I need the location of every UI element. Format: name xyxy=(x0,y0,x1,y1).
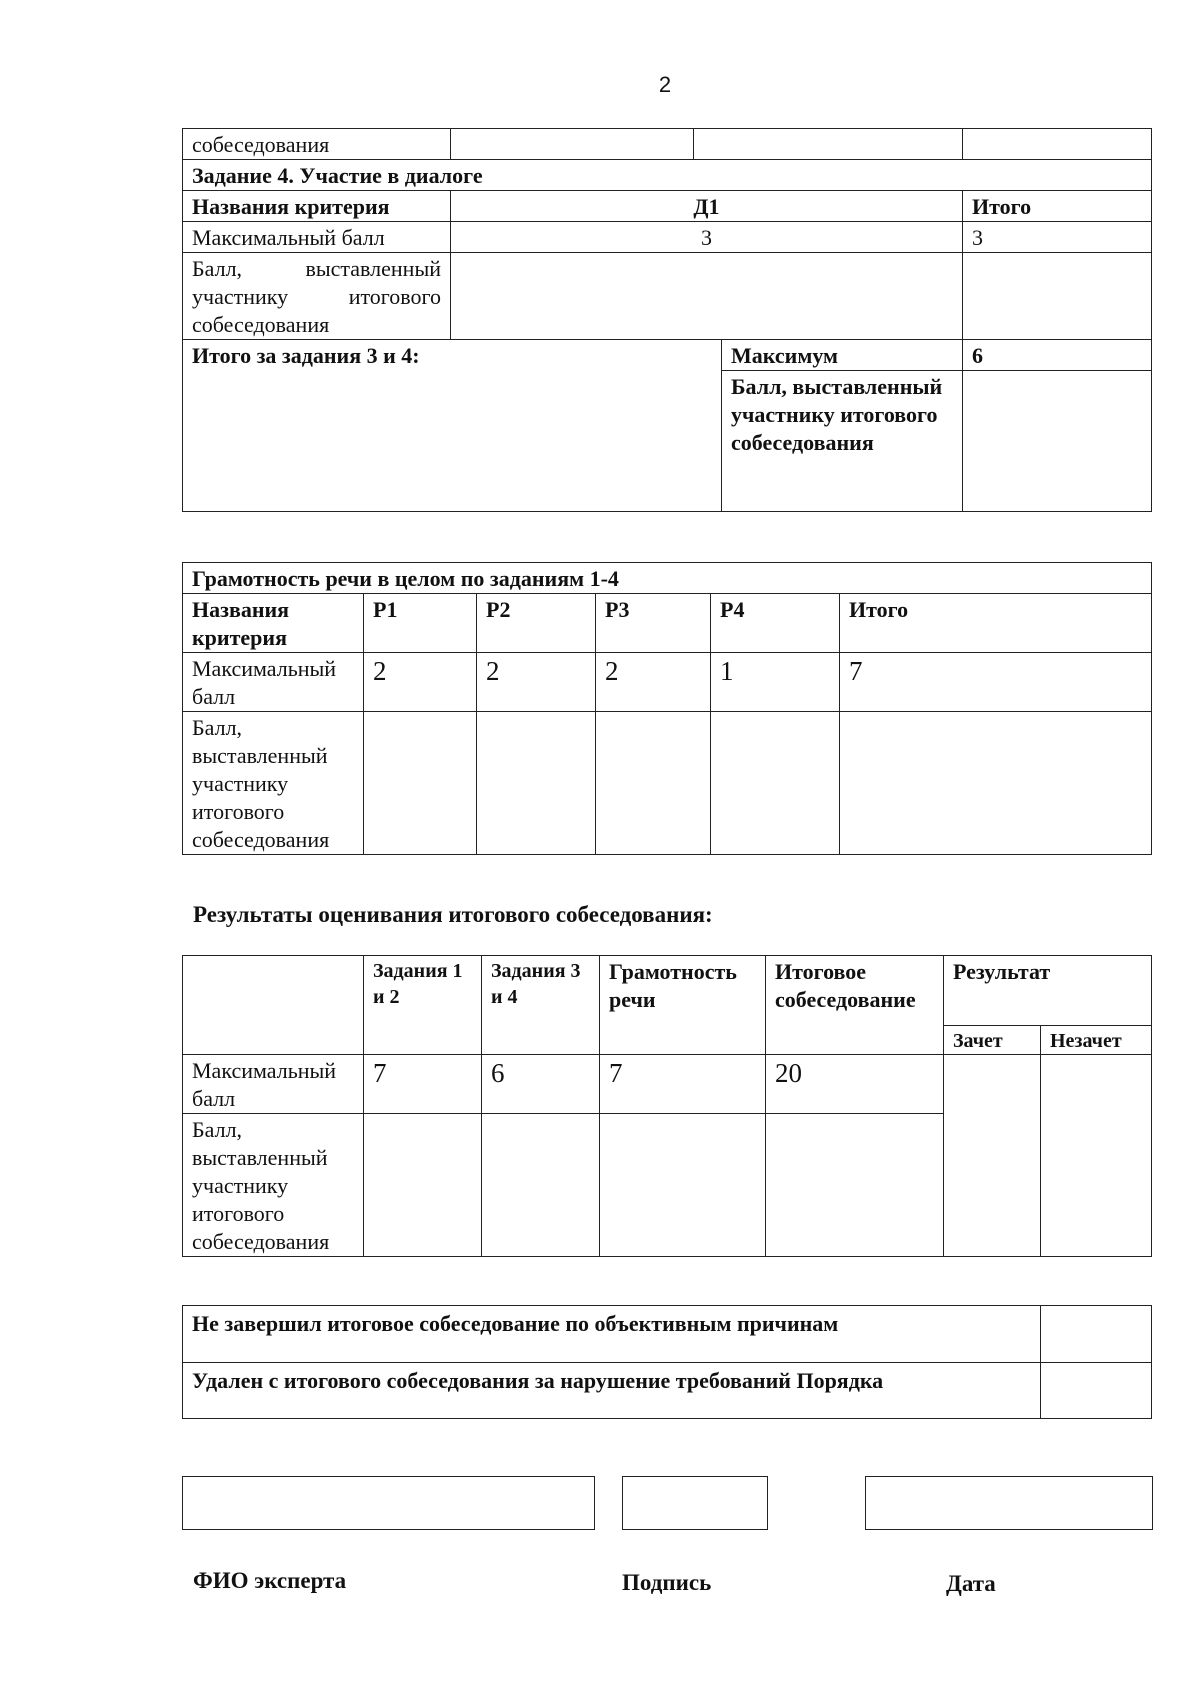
score-input-cell[interactable] xyxy=(840,712,1152,855)
table-row xyxy=(183,1306,1152,1363)
score-input-cell[interactable] xyxy=(364,712,477,855)
table-row xyxy=(183,1363,1152,1419)
table-header-row xyxy=(183,956,1152,1026)
cell-value: 3 xyxy=(451,222,963,253)
cell-label: Балл, выставленный участнику итогового собеседования xyxy=(183,1114,364,1257)
cell-label: Максимальный балл xyxy=(183,653,364,712)
page-number: 2 xyxy=(658,72,672,97)
header-criteria: Названия критерия xyxy=(183,594,364,653)
score-label: Балл, выставленный участнику итогового собеседования xyxy=(722,371,963,512)
signature-field[interactable] xyxy=(622,1476,768,1530)
header-fail: Незачет xyxy=(1041,1026,1152,1055)
date-label: Дата xyxy=(946,1571,996,1596)
cell-value: 2 xyxy=(596,653,711,712)
expert-label: ФИО эксперта xyxy=(193,1568,347,1593)
table-row xyxy=(183,653,1152,712)
header-d1: Д1 xyxy=(451,191,963,222)
literacy-title: Грамотность речи в целом по заданиям 1-4 xyxy=(183,563,1152,594)
results-table xyxy=(182,955,1152,1257)
score-input-cell[interactable] xyxy=(963,253,1152,340)
cell-value: 3 xyxy=(963,222,1152,253)
cell-label: Балл, выставленный участнику итогового собеседования xyxy=(183,712,364,855)
header-tasks-3-4: Задания 3 и 4 xyxy=(482,956,600,1055)
cell-value: 7 xyxy=(840,653,1152,712)
table-row xyxy=(183,129,1152,160)
score-input-cell[interactable] xyxy=(482,1114,600,1257)
table-row xyxy=(183,563,1152,594)
score-input-cell[interactable] xyxy=(711,712,840,855)
header-literacy: Грамотность речи xyxy=(600,956,766,1055)
table-header-row xyxy=(183,191,1152,222)
header-criteria: Названия критерия xyxy=(183,191,451,222)
cell-label: Максимальный балл xyxy=(183,222,451,253)
empty-cell xyxy=(451,129,694,160)
sum-label: Итого за задания 3 и 4: xyxy=(183,340,722,512)
signature-label: Подпись xyxy=(622,1570,712,1595)
header-pass: Зачет xyxy=(944,1026,1041,1055)
fail-checkbox-cell[interactable] xyxy=(1041,1055,1152,1257)
cell-value: 2 xyxy=(364,653,477,712)
pass-checkbox-cell[interactable] xyxy=(944,1055,1041,1257)
date-field[interactable] xyxy=(865,1476,1153,1530)
cell-value: 2 xyxy=(477,653,596,712)
table-row xyxy=(183,222,1152,253)
max-value: 6 xyxy=(963,340,1152,371)
header-r2: Р2 xyxy=(477,594,596,653)
results-heading: Результаты оценивания итогового собеседования: xyxy=(193,902,713,927)
score-input-cell[interactable] xyxy=(766,1114,944,1257)
literacy-table xyxy=(182,562,1152,855)
task4-table xyxy=(182,128,1152,512)
status-table xyxy=(182,1305,1152,1419)
table-row xyxy=(183,340,1152,371)
header-final: Итоговое собеседование xyxy=(766,956,944,1055)
header-total: Итого xyxy=(840,594,1152,653)
cell-value: 20 xyxy=(766,1055,944,1114)
header-tasks-1-2: Задания 1 и 2 xyxy=(364,956,482,1055)
score-input-cell[interactable] xyxy=(451,253,963,340)
not-completed-checkbox-cell[interactable] xyxy=(1041,1306,1152,1363)
expert-name-field[interactable] xyxy=(182,1476,595,1530)
header-r4: Р4 xyxy=(711,594,840,653)
score-input-cell[interactable] xyxy=(963,371,1152,512)
score-input-cell[interactable] xyxy=(477,712,596,855)
header-r3: Р3 xyxy=(596,594,711,653)
header-result: Результат xyxy=(944,956,1152,1026)
header-total: Итого xyxy=(963,191,1152,222)
cell-label: Максимальный балл xyxy=(183,1055,364,1114)
not-completed-label: Не завершил итоговое собеседование по объективным причинам xyxy=(183,1306,1041,1363)
table-row xyxy=(183,712,1152,855)
empty-cell xyxy=(694,129,963,160)
table-row xyxy=(183,1055,1152,1114)
cell-value: 7 xyxy=(600,1055,766,1114)
score-input-cell[interactable] xyxy=(600,1114,766,1257)
cell-label: собеседования xyxy=(183,129,451,160)
removed-checkbox-cell[interactable] xyxy=(1041,1363,1152,1419)
cell-value: 1 xyxy=(711,653,840,712)
table-row xyxy=(183,160,1152,191)
cell-value: 6 xyxy=(482,1055,600,1114)
cell-value: 7 xyxy=(364,1055,482,1114)
cell-label: Балл, выставленный участнику итогового собеседования xyxy=(183,253,451,340)
task-title: Задание 4. Участие в диалоге xyxy=(183,160,1152,191)
removed-label: Удален с итогового собеседования за нарушение требований Порядка xyxy=(183,1363,1041,1419)
table-row xyxy=(183,253,1152,340)
table-header-row xyxy=(183,594,1152,653)
max-label: Максимум xyxy=(722,340,963,371)
header-r1: Р1 xyxy=(364,594,477,653)
score-input-cell[interactable] xyxy=(364,1114,482,1257)
score-input-cell[interactable] xyxy=(596,712,711,855)
empty-cell xyxy=(183,956,364,1055)
empty-cell xyxy=(963,129,1152,160)
